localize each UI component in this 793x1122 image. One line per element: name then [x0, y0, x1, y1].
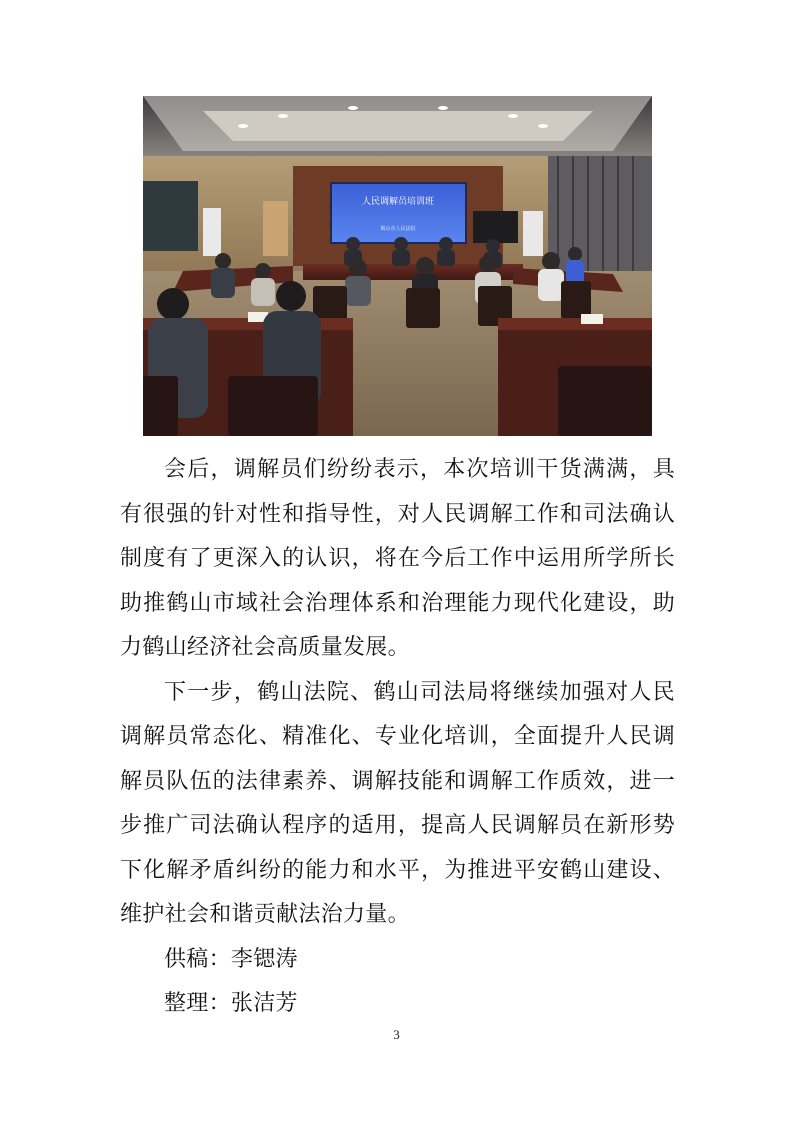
author-credit: 供稿：李锶涛	[164, 946, 298, 972]
paragraph-2: 下一步，鹤山法院、鹤山司法局将继续加强对人民调解员常态化、精准化、专业化培训，全面提升人民调解员队伍的法律素养、调解技能和调解工作质效，进一步推广司法确认程序的适用，提高人民调解员在新形势下化解矛盾纠纷的能力和水平，为推进平安鹤山建设、维护社会和谐贡献法治力量。	[120, 679, 675, 927]
screen-banner-subtitle: 鹤山市人民法院	[380, 226, 416, 232]
article-body	[120, 448, 675, 1027]
page-number: 3	[393, 1027, 400, 1042]
meeting-photo	[143, 96, 652, 436]
screen-banner-title: 人民调解员培训班	[361, 197, 435, 207]
editor-credit: 整理：张洁芳	[164, 991, 298, 1016]
paragraph-1: 会后，调解员们纷纷表示，本次培训干货满满，具有很强的针对性和指导性，对人民调解工作和司法确认制度有了更深入的认识，将在今后工作中运用所学所长助推鹤山市域社会治理体系和治理能力现代化建设，助力鹤山经济社会高质量发展。	[120, 457, 675, 660]
